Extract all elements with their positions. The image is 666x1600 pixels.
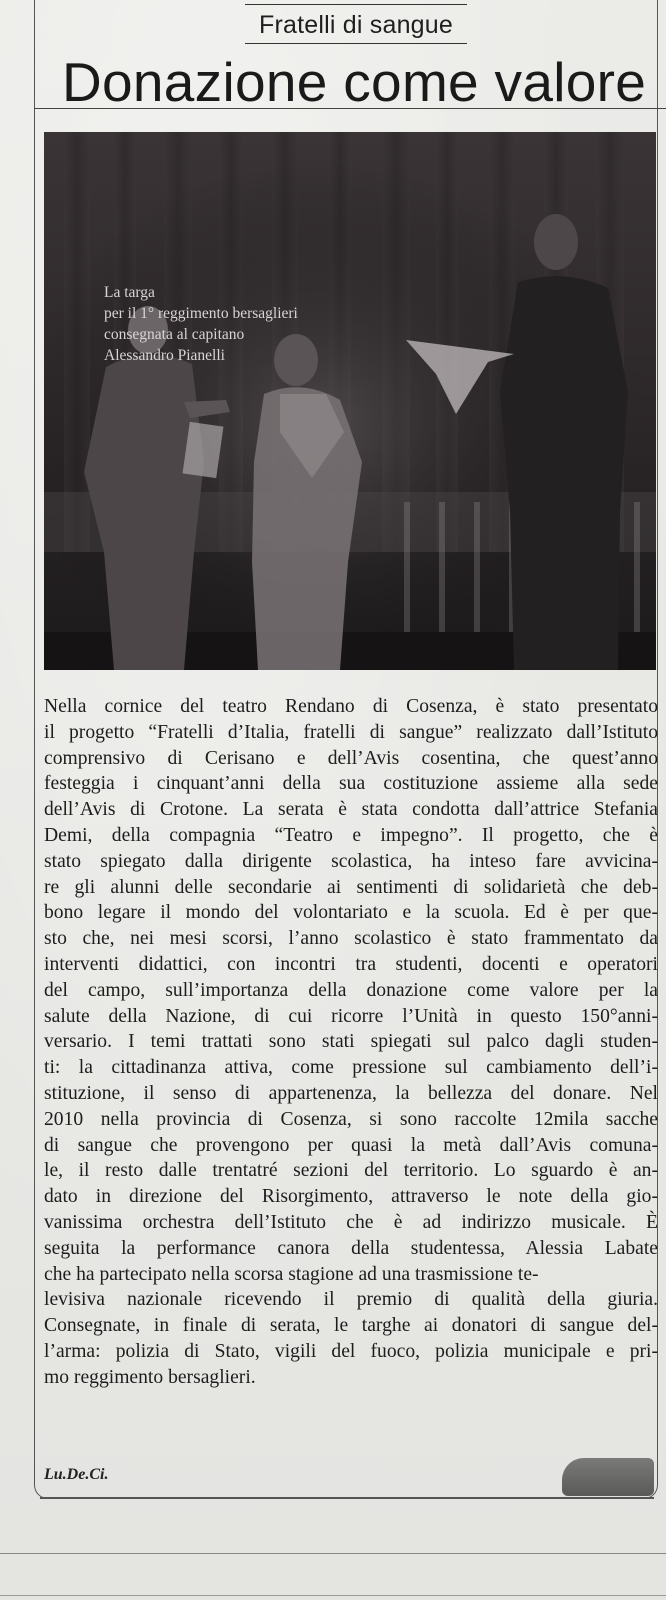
article-line: festeggia i cinquant’anni della sua costituzione assieme alla sede bbox=[44, 773, 658, 795]
article-line: Demi, della compagnia “Teatro e impegno”. Il progetto, che è bbox=[44, 824, 658, 846]
stage-photo-image bbox=[44, 132, 656, 670]
article-line: salute della Nazione, di cui ricorre l’Unità in questo 150°anni- bbox=[44, 1005, 658, 1027]
article-line: interventi didattici, con incontri tra studenti, docenti e operatori bbox=[44, 953, 658, 975]
article-line: del campo, sull’importanza della donazione come valore per la bbox=[44, 979, 658, 1001]
article-line: Consegnate, in finale di serata, le targhe ai donatori di sangue del- bbox=[44, 1315, 658, 1337]
article-photo bbox=[44, 132, 656, 670]
page-edge-rule bbox=[0, 1595, 666, 1596]
headline-rule bbox=[34, 108, 666, 109]
article-line: le, il resto dalle trentatré sezioni del territorio. Lo sguardo è an- bbox=[44, 1160, 658, 1182]
article-line: dato in direzione del Risorgimento, attraverso le note della gio- bbox=[44, 1186, 658, 1208]
article-line: re gli alunni delle secondarie ai sentimenti di solidarietà che deb- bbox=[44, 876, 658, 898]
article-line: mo reggimento bersaglieri. bbox=[44, 1366, 256, 1388]
article-line: sto che, nei mesi scorsi, l’anno scolastico è stato frammentato da bbox=[44, 928, 658, 950]
page-bottom-rule bbox=[0, 1553, 666, 1554]
article-line: stituzione, il senso di appartenenza, la bellezza del donare. Nel bbox=[44, 1082, 658, 1104]
headline: Donazione come valore bbox=[62, 51, 647, 113]
byline: Lu.De.Ci. bbox=[44, 1466, 109, 1483]
article-line: vanissima orchestra dell’Istituto che è ad indirizzo musicale. È bbox=[44, 1211, 658, 1233]
footer-tab-decoration bbox=[562, 1458, 654, 1496]
article-line: 2010 nella provincia di Cosenza, si sono raccolte 12mila sacche bbox=[44, 1108, 658, 1130]
photo-caption: La targa per il 1° reggimento bersaglieri consegnata al capitano Alessandro Pianelli bbox=[104, 284, 298, 364]
article-line: il progetto “Fratelli d’Italia, fratelli di sangue” realizzato dall’Istituto bbox=[44, 721, 658, 743]
article-line: bono legare il mondo del volontariato e la scuola. Ed è per que- bbox=[44, 902, 658, 924]
article-line: comprensivo di Cerisano e dell’Avis cosentina, che quest’anno bbox=[44, 747, 658, 769]
article-line: stato spiegato dalla dirigente scolastica, ha inteso fare avvicina- bbox=[44, 850, 658, 872]
article-line: l’arma: polizia di Stato, vigili del fuoco, polizia municipale e pri- bbox=[44, 1340, 658, 1362]
article-line: dell’Avis di Crotone. La serata è stata condotta dall’attrice Stefania bbox=[44, 799, 658, 821]
article-line: seguita la performance canora della studentessa, Alessia Labate bbox=[44, 1237, 658, 1259]
kicker-box bbox=[245, 4, 467, 47]
article-line: Nella cornice del teatro Rendano di Cosenza, è stato presentato bbox=[44, 696, 658, 717]
article-line: versario. I temi trattati sono stati spiegati sul palco dagli studen- bbox=[44, 1031, 658, 1053]
article-line: levisiva nazionale ricevendo il premio di qualità della giuria. bbox=[44, 1289, 658, 1311]
kicker: Fratelli di sangue bbox=[259, 11, 453, 39]
article-body bbox=[44, 694, 658, 1391]
article-line: di sangue che provengono per quasi la metà dall’Avis comuna- bbox=[44, 1134, 658, 1156]
article-line: che ha partecipato nella scorsa stagione ad una trasmissione te- bbox=[44, 1263, 539, 1285]
article-line: ti: la cittadinanza attiva, come pressione sul cambiamento dell’i- bbox=[44, 1057, 658, 1079]
kicker-underline bbox=[245, 43, 467, 44]
